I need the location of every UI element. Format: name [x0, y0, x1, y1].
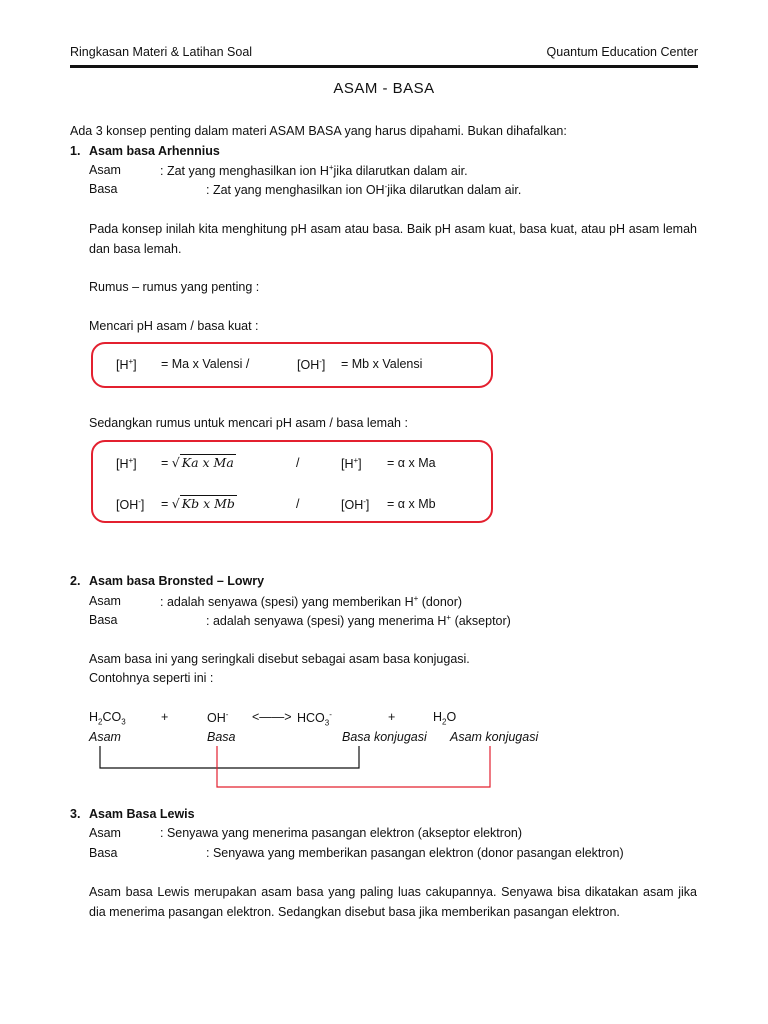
weak-oh-alpha-symbol: [OH-] [341, 497, 370, 513]
s2-paragraph-1: Asam basa ini yang seringkali disebut sebagai asam basa konjugasi. [89, 652, 470, 666]
reaction-plus-2: + [388, 710, 396, 724]
s1-lemah-heading: Sedangkan rumus untuk mencari pH asam / basa lemah : [89, 416, 408, 430]
s2-basa-label: Basa [89, 613, 118, 627]
weak-h-sqrt-formula: = √ Ka x Ma [161, 455, 234, 470]
s2-asam-definition: : adalah senyawa (spesi) yang memberikan H+ (donor) [160, 594, 463, 610]
section3-number: 3. [70, 807, 81, 821]
label-asam: Asam [89, 730, 121, 744]
s2-basa-definition: : adalah senyawa (spesi) yang menerima H+ (akseptor) [206, 613, 511, 629]
weak-row1-slash: / [296, 456, 300, 470]
weak-oh-sqrt-formula: = √ Kb x Mb [161, 496, 235, 511]
weak-h-symbol: [H+] [116, 456, 137, 472]
s1-asam-definition: : Zat yang menghasilkan ion H+jika dilarutkan dalam air. [160, 163, 468, 179]
label-basa-konjugasi: Basa konjugasi [342, 730, 427, 744]
s1-paragraph: Pada konsep inilah kita menghitung pH asam atau basa. Baik pH asam kuat, basa kuat, atau pH asam lemah dan basa lemah. [89, 222, 697, 256]
section2-heading: Asam basa Bronsted – Lowry [89, 574, 265, 588]
strong-oh-symbol: [OH-] [297, 357, 326, 373]
s1-rumus-heading: Rumus – rumus yang penting : [89, 280, 260, 294]
weak-h-alpha-formula: = α x Ma [387, 456, 436, 470]
s2-paragraph-2: Contohnya seperti ini : [89, 671, 214, 685]
weak-h-alpha-symbol: [H+] [341, 456, 362, 472]
header-left: Ringkasan Materi & Latihan Soal [70, 45, 253, 59]
section1-number: 1. [70, 144, 81, 158]
label-asam-konjugasi: Asam konjugasi [450, 730, 539, 744]
strong-oh-formula: = Mb x Valensi [341, 357, 423, 371]
reaction-hco3: $HCO_3^-$ [297, 710, 332, 728]
reaction-h2co3: $H_2CO_3$ [89, 710, 126, 727]
s3-basa-definition: : Senyawa yang memberikan pasangan elektron (donor pasangan elektron) [206, 846, 624, 860]
s3-asam-label: Asam [89, 826, 121, 840]
section2-number: 2. [70, 574, 81, 588]
bracket-basa-asam-konjugasi [217, 746, 490, 787]
label-basa: Basa [207, 730, 236, 744]
weak-row2-slash: / [296, 497, 300, 511]
s1-kuat-heading: Mencari pH asam / basa kuat : [89, 319, 259, 333]
s2-asam-label: Asam [89, 594, 121, 608]
intro-text: Ada 3 konsep penting dalam materi ASAM BASA yang harus dipahami. Bukan dihafalkan: [70, 124, 567, 138]
header-right: Quantum Education Center [546, 45, 698, 59]
section3-heading: Asam Basa Lewis [89, 807, 195, 821]
strong-h-symbol: [H+] [116, 357, 137, 373]
page-title: ASAM - BASA [333, 80, 435, 97]
s3-basa-label: Basa [89, 846, 118, 860]
reaction-arrow: <——> [252, 710, 292, 724]
strong-h-formula: = Ma x Valensi / [161, 357, 250, 371]
s1-asam-label: Asam [89, 163, 121, 177]
s3-paragraph: Asam basa Lewis merupakan asam basa yang paling luas cakupannya. Senyawa bisa dikatakan asam jika dia menerima pasangan elektron. Sedangkan disebut basa jika memberikan pasangan elektron. [89, 885, 697, 919]
s1-basa-definition: : Zat yang menghasilkan ion OH-jika dilarutkan dalam air. [206, 182, 522, 198]
weak-oh-symbol: [OH-] [116, 497, 145, 513]
weak-oh-alpha-formula: = α x Mb [387, 497, 436, 511]
section1-heading: Asam basa Arhennius [89, 144, 220, 158]
reaction-h2o: $H_2O$ [433, 710, 457, 727]
s3-asam-definition: : Senyawa yang menerima pasangan elektron (akseptor elektron) [160, 826, 523, 840]
reaction-oh: OH- [207, 710, 229, 726]
s1-basa-label: Basa [89, 182, 118, 196]
reaction-plus-1: + [161, 710, 169, 724]
bracket-asam-basa-konjugasi [100, 746, 359, 768]
